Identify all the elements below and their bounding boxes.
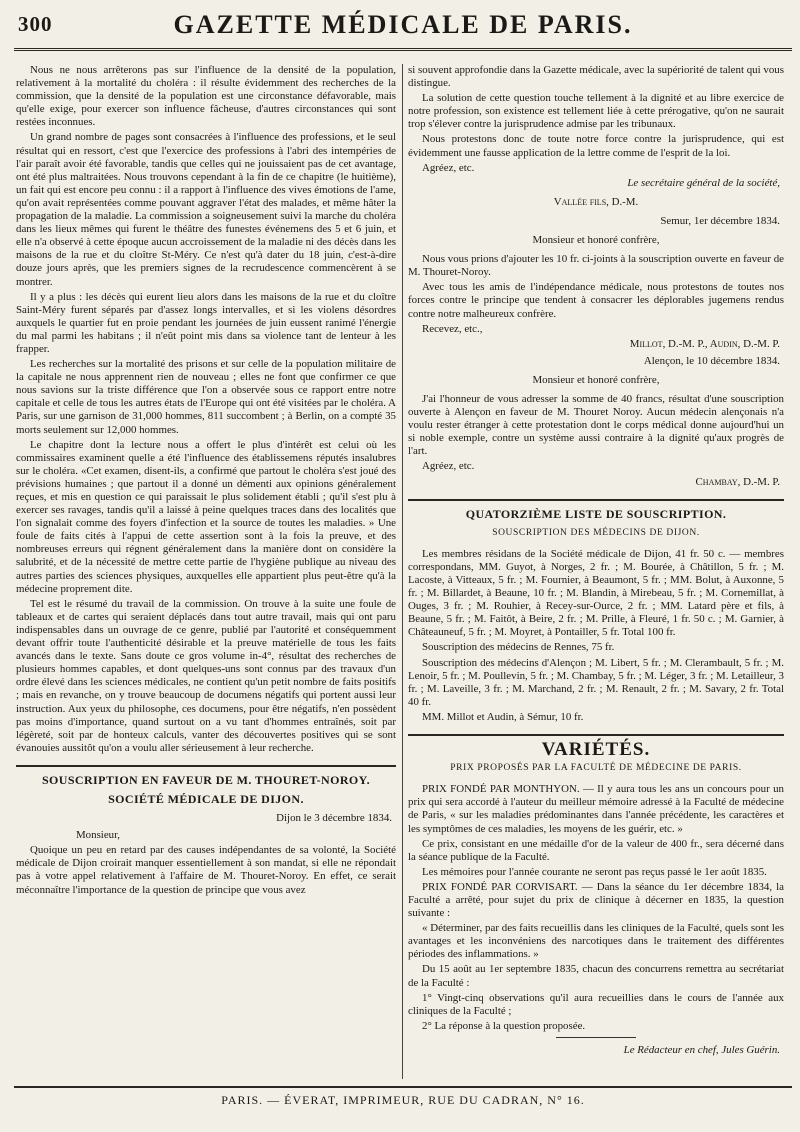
letter-text: J'ai l'honneur de vous adresser la somme de 40 francs, résultat d'une souscription ouverte à Alençon en faveur de M. Thouret Noroy. Aucun médecin alençonais n'a voulu rester étranger à cette protestation dont le corps médical donne aujourd'hui un si noble exemple, contre un système aussi contraire à la dignité qu'aux progrès de l'art.	[408, 392, 784, 458]
prize-paragraph: PRIX FONDÉ PAR CORVISART. — Dans la séance du 1er décembre 1834, la Faculté a arrêté, pour sujet du prix de clinique à décerner en 1835, la question suivante :	[408, 880, 784, 920]
subscription-entry: MM. Millot et Audin, à Sémur, 10 fr.	[422, 710, 584, 723]
column-divider	[402, 64, 403, 1079]
paragraph: Nous ne nous arrêterons pas sur l'influence de la densité de la population, relativement à la mortalité du choléra : il résulte évidemment des recherches de la commission, que la densité de la population est une circonstance défavorable, mais qu'elle exige, pour exercer son influence fâcheuse, d'autres circonstances qui sont restées inconnues.	[16, 64, 396, 129]
varietes-heading: VARIÉTÉS.	[541, 739, 651, 761]
closing: Agréez, etc.	[422, 460, 475, 473]
prize-paragraph: Ce prix, consistant en une médaille d'or de la valeur de 400 fr., sera décerné dans la séance publique de la Faculté.	[408, 837, 784, 863]
short-rule	[556, 1037, 636, 1038]
subscription-entry: Les membres résidans de la Société médicale de Dijon, 41 fr. 50 c. — membres correspondans, MM. Guyot, à Norges, 2 fr. ; M. Bourée, à Châtillon, 5 fr. ; M. Lacoste, à Vitteaux, 5 fr. ; M. Fournier, à Beaumont, 5 fr. ; MM. Bolut, à Auxonne, 5 fr. ; M. Billardet, à Beaune, 10 fr. ; M. Blandin, à Mirebeau, 5 fr. ; M. Cornemillat, à Ouges, 3 fr. ; M. Rouhier, à Recey-sur-Ource, 2 fr. ; MM. Latard père et fils, à Beaune, 5 fr. ; M. Faitôt, à Beire, 2 fr. ; M. Prille, à Fleuré, 1 fr. 50 c. ; M. Garnier, à Châteauneuf, 5 fr. ; M. Moyret, à Pontailler, 5 fr. Total 100 fr.	[408, 547, 784, 639]
right-column	[408, 64, 784, 1061]
paragraph: Tel est le résumé du travail de la commission. On trouve à la suite une foule de tableaux et de cartes qui seraient déplacés dans tout autre travail, mais qui ont paru indispensables dans un ouvrage de ce genre, publié par l'autorité et conséquemment devant offrir toute l'authenticité désirable et la preuve matérielle de tous les faits avancés dans le texte. Sans doute ce gros volume in-4°, résultat des recherches de plusieurs hommes capables, et dont quelques-uns sont connus par des travaux d'un ordre élevé dans les sciences médicales, ne contient qu'un petit nombre de faits positifs ; mais en revanche, on y trouve beaucoup de documens négatifs qui portent aussi leur instruction. Aux yeux du philosophe, ces documens, pour être négatifs, n'en possèdent pas moins d'importance, quand surtout on a vu tant d'hommes entraînés, soit par légèreté, soit par de honteux calculs, vanter des découvertes positives qui se sont évanouies aussitôt qu'on a voulu aller sérieusement à leur recherche.	[16, 597, 396, 754]
section-rule	[408, 499, 784, 501]
dateline: Semur, 1er décembre 1834.	[660, 214, 780, 227]
society-heading: SOCIÉTÉ MÉDICALE DE DIJON.	[108, 791, 304, 806]
letter-text: La solution de cette question touche tellement à la dignité et au libre exercice de notre profession, son existence est tellement liée à cette prérogative, qu'on ne saurait trop s'élever contre la jurisprudence admise par les tribunaux.	[408, 92, 784, 131]
page-number: 300	[18, 12, 53, 36]
paragraph: Les recherches sur la mortalité des prisons et sur celle de la population militaire de la capitale ne nous apprennent rien de nouveau ; elles ne font que confirmer ce que nous savions sur la triste différence que l'on a observée sous ce rapport entre notre capitale et celle de tous les autres états de l'Europe qui ont été visitées par le choléra. A Paris, sur une garnison de 31,000 hommes, 811 succombent ; à Berlin, on a compté 35 morts seulement sur 12,000 hommes.	[16, 358, 396, 436]
prize-paragraph: 2° La réponse à la question proposée.	[422, 1019, 586, 1032]
letter-text: Nous protestons donc de toute notre force contre la jurisprudence, qui est évidemment une fausse application de la lettre comme de l'esprit de la loi.	[408, 133, 784, 159]
letter-text: Quoique un peu en retard par des causes indépendantes de sa volonté, la Société médicale de Dijon croirait manquer essentiellement à son mandat, si elle ne répondait pas à votre appel relativement à l'affaire de M. Thouret-Noroy. En effet, ce serait méconnaître l'importance de la question de principe que vous avez	[16, 844, 396, 896]
section-rule	[408, 734, 784, 736]
subscription-entry: Souscription des médecins d'Alençon ; M. Libert, 5 fr. ; M. Clerambault, 5 fr. ; M. Lenoir, 5 fr. ; M. Poullevin, 5 fr. ; M. Chambay, 5 fr. ; M. Léger, 3 fr. ; M. Letailleur, 3 fr. ; M. Laveille, 3 fr. ; M. Marchand, 2 fr. ; M. Renault, 2 fr. ; M. Savary, 2 fr. Total 40 fr.	[408, 656, 784, 708]
subscription-heading: SOUSCRIPTION EN FAVEUR DE M. THOURET-NOROY.	[41, 772, 371, 787]
prize-paragraph: « Déterminer, par des faits recueillis dans les cliniques de la Faculté, quels sont les avantages et les inconvéniens des narcotiques dans le traitement des différentes périodes des inflammations. »	[408, 922, 784, 961]
paragraph: Il y a plus : les décès qui eurent lieu alors dans les maisons de la rue et du cloître Saint-Méry furent séparés par d'assez longs intervalles, et si les violens désordres auxquels le quartier fut en proie pendant les journées de juin eussent ranimé l'énergie du mal parmi les habitans ; il n'eût point mis dans sa violence tant de lenteur à les frapper.	[16, 290, 396, 355]
secretary-title: Le secrétaire général de la société,	[627, 176, 780, 189]
paragraph: Le chapitre dont la lecture nous a offert le plus d'intérêt est celui où les commissaires examinent quelle a été l'influence des établissemens réputés insalubres sur le choléra. «Cet examen, disent-ils, a confirmé que partout le choléra s'est joué des prévisions humaines ; que partout il a donné un démenti aux opinions généralement reçues, et mis en question ce qui paraissait le plus solidement établi ; qu'il s'est plu à exercer ses ravages, tandis qu'il a laissé à peine quelques traces dans des localités que l'on signalait comme des foyers d'infection et la source de toutes les maladies. » Une foule de faits cités à l'appui de cette assertion sont à la fois la preuve, et des nombreuses erreurs qui régnent généralement dans la manière dont on considère la salubrité, et de la nécessité de mettre cette partie de l'hygiène publique au niveau des autres parties des sciences physiques, auxquelles elle appartient plus peut-être qu'à la médecine proprement dite.	[16, 438, 396, 595]
subscription-entry: Souscription des médecins de Rennes, 75 fr.	[422, 641, 615, 654]
prizes-subheading: PRIX PROPOSÉS PAR LA FACULTÉ DE MÉDECINE DE PARIS.	[450, 763, 742, 774]
subscription-list-subheading: SOUSCRIPTION DES MÉDECINS DE DIJON.	[492, 527, 700, 538]
prize-paragraph: Les mémoires pour l'année courante ne seront pas reçus passé le 1er août 1835.	[422, 865, 767, 878]
salutation: Monsieur,	[76, 829, 121, 842]
signatory: Chambay, D.-M. P.	[695, 475, 780, 488]
left-column	[16, 64, 396, 899]
page-header	[14, 8, 792, 51]
letter-text: Avec tous les amis de l'indépendance médicale, nous protestons de toutes nos forces contre le principe que tendent à consacrer les déplorables jugemens rendus contre notre malheureux confrère.	[408, 281, 784, 320]
letter-continuation: si souvent approfondie dans la Gazette médicale, avec la supériorité de talent qui vous distingue.	[408, 64, 784, 90]
closing: Recevez, etc.,	[422, 322, 483, 335]
dateline: Dijon le 3 décembre 1834.	[276, 812, 392, 825]
prize-paragraph: 1° Vingt-cinq observations qu'il aura recueillies dans le cours de l'année aux cliniques de la Faculté ;	[408, 991, 784, 1017]
closing: Agréez, etc.	[422, 161, 475, 174]
dateline: Alençon, le 10 décembre 1834.	[643, 354, 780, 367]
prize-paragraph: PRIX FONDÉ PAR MONTHYON. — Il y aura tous les ans un concours pour un prix qui sera accordé à l'auteur du meilleur mémoire adressé à la Faculté de médecine de Paris, « sur les maladies prédominantes dans l'année précédente, les caractères et les symptômes de ces maladies, les moyens de les guérir, etc. »	[408, 783, 784, 835]
imprint-footer: PARIS. — ÉVERAT, IMPRIMEUR, RUE DU CADRAN, N° 16.	[14, 1086, 792, 1108]
salutation: Monsieur et honoré confrère,	[532, 234, 660, 247]
prize-paragraph: Du 15 août au 1er septembre 1835, chacun des concurrens remettra au secrétariat de la Faculté :	[408, 963, 784, 989]
newspaper-page	[14, 8, 792, 1124]
section-rule	[16, 765, 396, 767]
subscription-list-heading: QUATORZIÈME LISTE DE SOUSCRIPTION.	[465, 506, 727, 521]
salutation: Monsieur et honoré confrère,	[532, 373, 660, 386]
page-title: GAZETTE MÉDICALE DE PARIS.	[173, 10, 633, 39]
secretary-name: Vallée fils, D.-M.	[553, 195, 639, 208]
paragraph: Un grand nombre de pages sont consacrées à l'influence des professions, et le seul résultat qui en ressort, c'est que l'exercice des professions à l'abri des intempéries de l'air paraît avoir été favorable, tandis que celles qui ne jouissaient pas de cet avantage, ont été plus maltraitées. Nous trouvons cependant à la fin de ce chapitre (le huitième), un fait qui est encore peu connu : il a rapport à l'influence des vives émotions de l'ame, qu'on avait représentées comme pouvant aggraver l'état des malades, et même hâter la propagation de la maladie. La commission a soigneusement suivi la marche du choléra dans les lieux mêmes qui furent le théâtre des funestes événemens des 5 et 6 juin, et elle n'a observé à cette époque aucun accroissement de la maladie ni des décès dans les maisons de la rue et du cloître St-Méry. Ce n'est qu'à dater du 18 juin, c'est-à-dire douze jours après, que les premiers signes de la recrudescence commencèrent à se montrer.	[16, 131, 396, 288]
signatories: Millot, D.-M. P., Audin, D.-M. P.	[629, 337, 780, 350]
letter-text: Nous vous prions d'ajouter les 10 fr. ci-joints à la souscription ouverte en faveur de M. Thouret-Noroy.	[408, 253, 784, 279]
editor-signature: Le Rédacteur en chef, Jules Guérin.	[623, 1043, 780, 1056]
